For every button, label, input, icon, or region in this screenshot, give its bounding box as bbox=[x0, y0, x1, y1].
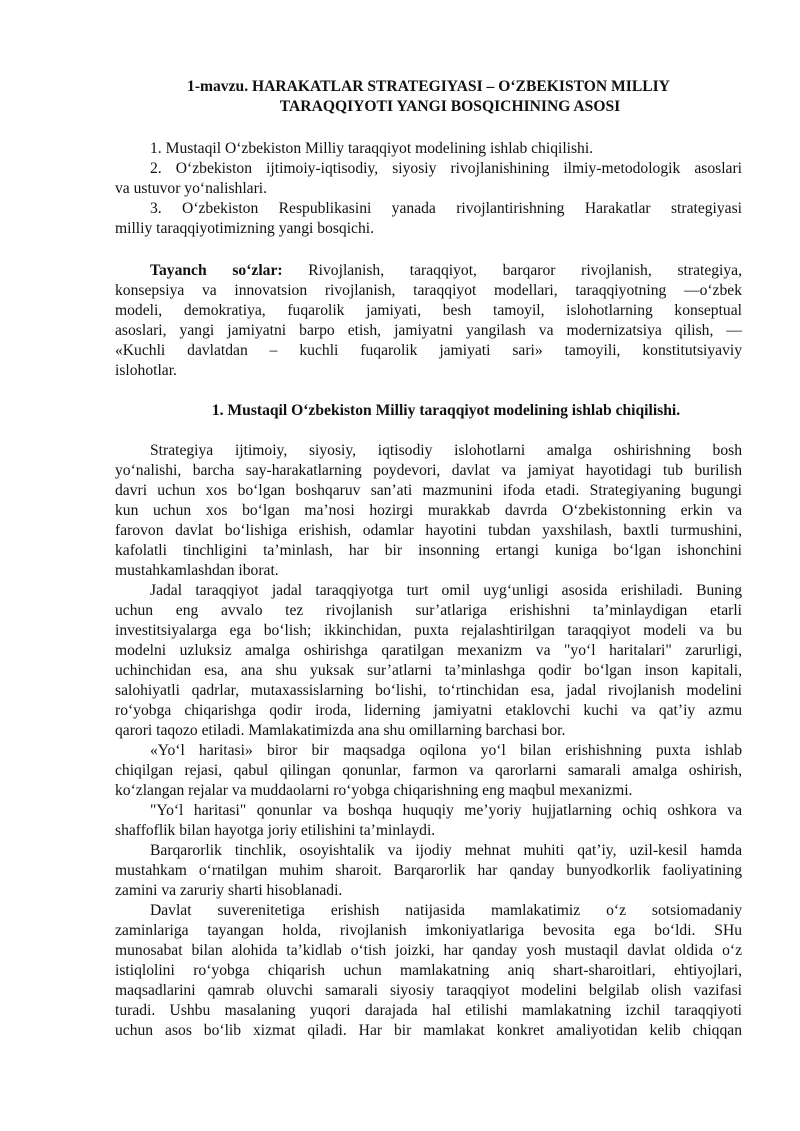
plan-item-1: 1. Mustaqil O‘zbekiston Milliy taraqqiyot modelining ishlab chiqilishi. bbox=[150, 140, 594, 157]
keywords-line: asoslari, yangi jamiyatni barpo etish, jamiyatni yangilash va modernizatsiya qilish, — bbox=[115, 322, 742, 339]
body-line: uchun eng avvalo tez rivojlanish sur’atlariga erishishni ta’minlaydigan etarli bbox=[115, 602, 742, 619]
body-line: salohiyatli qadrlar, mutaxassislarning bo‘lishi, to‘rtinchidan esa, jadal rivojlanish modelini bbox=[115, 682, 742, 699]
body-line: farovon davlat bo‘lishiga erishish, odamlar hayotini tubdan yaxshilash, baxtli turmushini, bbox=[115, 522, 742, 539]
body-line: zaminlariga tayangan holda, rivojlanish imkoniyatlariga bevosita ega bo‘ldi. SHu bbox=[115, 922, 742, 939]
keywords-line: modeli, demokratiya, fuqarolik jamiyati, besh tamoyil, islohotlarning konseptual bbox=[115, 302, 742, 319]
plan-item-3-cont: milliy taraqqiyotimizning yangi bosqichi. bbox=[115, 220, 374, 237]
body-line: kafolatli tinchligini ta’minlash, har bir insonning ertangi kuniga bo‘lgan ishonchini bbox=[115, 542, 742, 559]
body-line: Davlat suverenitetiga erishish natijasida mamlakatimiz o‘z sotsiomadaniy bbox=[150, 902, 742, 919]
body-line: ro‘yobga chiqarishga qodir iroda, liderning jamiyatni etaklovchi kuchi va qat’iy azmu bbox=[115, 702, 742, 719]
plan-item-3: 3. O‘zbekiston Respublikasini yanada rivojlantirishning Harakatlar strategiyasi bbox=[150, 200, 742, 217]
body-line: mustahkam o‘rnatilgan muhim sharoit. Barqarorlik har qanday bunyodkorlik faoliyatining bbox=[115, 862, 742, 879]
body-line: yo‘nalishi, barcha say-harakatlarning poydevori, davlat va jamiyat hayotidagi tub burilish bbox=[115, 462, 742, 479]
body-line: ko‘zlangan rejalar va muddaolarni ro‘yobga chiqarishning eng maqbul mexanizmi. bbox=[115, 782, 633, 799]
body-line: kun uchun xos bo‘lgan ma’nosi hozirgi murakkab davrda O‘zbekistonning erkin va bbox=[115, 502, 742, 519]
body-line: turadi. Ushbu masalaning yuqori darajada hal etilishi mamlakatning izchil taraqqiyoti bbox=[115, 1002, 742, 1019]
body-line: istiqlolini ro‘yobga chiqarish uchun mamlakatning aniq shart-sharoitlari, ehtiyojlari, bbox=[115, 962, 742, 979]
body-line: «Yo‘l haritasi» biror bir maqsadga oqilona yo‘l bilan erishishning puxta ishlab bbox=[150, 742, 742, 759]
keywords-first-text: Rivojlanish, taraqqiyot, barqaror rivojlanish, strategiya, bbox=[308, 262, 742, 279]
body-line: munosabat bilan alohida ta’kidlab o‘tish joizki, har qanday yosh mustaqil davlat oldida o‘z bbox=[115, 942, 742, 959]
body-line: qarori taqozo etiladi. Mamlakatimizda ana shu omillarning barchasi bor. bbox=[115, 722, 566, 739]
title-line-1: 1-mavzu. HARAKATLAR STRATEGIYASI – O‘ZBEKISTON MILLIY bbox=[187, 78, 670, 95]
body-line: chiqilgan rejasi, qabul qilingan qonunlar, farmon va qarorlarni samarali amalga oshirish, bbox=[115, 762, 742, 779]
body-line: uchun asos bo‘lib xizmat qiladi. Har bir mamlakat konkret amaliyotidan kelib chiqqan bbox=[115, 1022, 742, 1039]
plan-item-2: 2. O‘zbekiston ijtimoiy-iqtisodiy, siyosiy rivojlanishining ilmiy-metodologik asoslari bbox=[150, 160, 742, 177]
title-line-2: TARAQQIYOTI YANGI BOSQICHINING ASOSI bbox=[279, 98, 621, 115]
keywords-line: konsepsiya va innovatsion rivojlanish, taraqqiyot modellari, taraqqiyotning —o‘zbek bbox=[115, 282, 742, 299]
body-line: Jadal taraqqiyot jadal taraqqiyotga turt omil uyg‘unligi asosida erishiladi. Buning bbox=[150, 582, 742, 599]
keywords-line: «Kuchli davlatdan – kuchli fuqarolik jamiyati sari» tamoyili, konstitutsiyaviy bbox=[115, 342, 742, 359]
body-line: modelni uzluksiz amalga oshirishga qaratilgan mexanizm va "yo‘l haritalari" zarurligi, bbox=[115, 642, 742, 659]
section-heading: 1. Mustaqil O‘zbekiston Milliy taraqqiyot modelining ishlab chiqilishi. bbox=[211, 402, 681, 419]
keywords-label: Tayanch so‘zlar: bbox=[150, 262, 283, 279]
body-line: davri uchun xos bo‘lgan boshqaruv san’ati mazmunini ifoda etadi. Strategiyaning bugungi bbox=[115, 482, 742, 499]
keywords-line: islohotlar. bbox=[115, 362, 177, 379]
body-line: shaffoflik bilan hayotga joriy etilishini ta’minlaydi. bbox=[115, 822, 436, 839]
body-line: "Yo‘l haritasi" qonunlar va boshqa huquqiy me’yoriy hujjatlarning ochiq oshkora va bbox=[150, 802, 742, 819]
plan-item-2-cont: va ustuvor yo‘nalishlari. bbox=[115, 180, 268, 197]
body-line: zamini va zaruriy sharti hisoblanadi. bbox=[115, 882, 343, 899]
body-line: mustahkamlashdan iborat. bbox=[115, 562, 279, 579]
body-line: investitsiyalarga ega bo‘lish; ikkinchidan, puxta rejalashtirilgan taraqqiyot modeli va bu bbox=[115, 622, 742, 639]
keywords-first-line bbox=[150, 261, 742, 281]
body-line: Barqarorlik tinchlik, osoyishtalik va ijodiy mehnat muhiti qat’iy, uzil-kesil hamda bbox=[150, 842, 742, 859]
body-line: uchinchidan esa, ana shu yuksak sur’atlarni ta’minlashga qodir bo‘lgan inson kapitali, bbox=[115, 662, 742, 679]
body-line: Strategiya ijtimoiy, siyosiy, iqtisodiy islohotlarni amalga oshirishning bosh bbox=[150, 442, 742, 459]
body-line: maqsadlarini qamrab oluvchi samarali siyosiy taraqqiyot modelini belgilab olish vazifasi bbox=[115, 982, 742, 999]
